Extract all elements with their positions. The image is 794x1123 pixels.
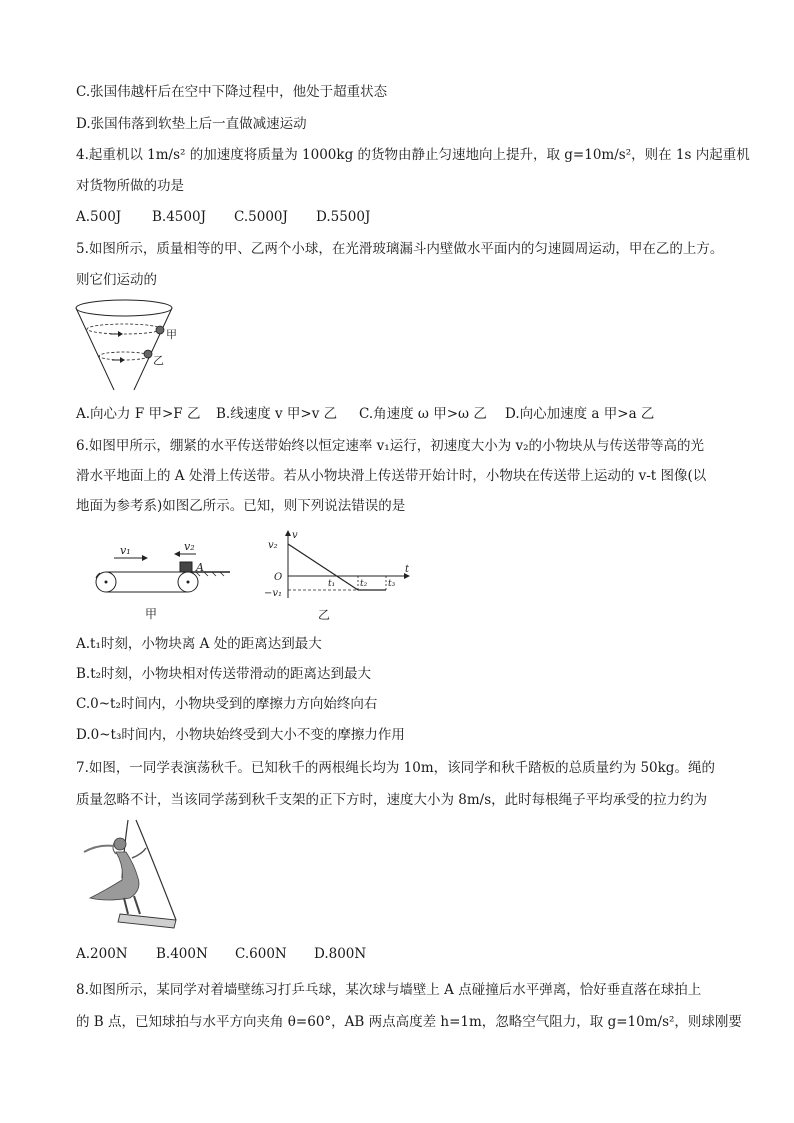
funnel-diagram (70, 296, 190, 396)
caption-jia: 甲 (145, 607, 158, 621)
question-5-line-2: 则它们运动的 (76, 272, 157, 288)
question-4-line-2: 对货物所做的功是 (76, 178, 184, 194)
q6-option-d: D.0~t₃时间内，小物块始终受到大小不变的摩擦力作用 (76, 727, 405, 743)
q6-option-c: C.0~t₂时间内，小物块受到的摩擦力方向始终向右 (76, 696, 378, 712)
question-4-line-1: 4.起重机以 1m/s² 的加速度将质量为 1000kg 的货物由静止匀速地向上提升，取 g=10m/s²，则在 1s 内起重机 (76, 147, 750, 163)
q7-option-c: C.600N (235, 946, 287, 962)
swing-seat (118, 914, 176, 928)
caption-yi: 乙 (318, 608, 331, 622)
point-a-label: A (196, 561, 204, 574)
option-c-text: C.张国伟越杆后在空中下降过程中，他处于超重状态 (76, 84, 388, 100)
axis-v-label: v (292, 530, 298, 541)
q7-option-b: B.400N (156, 946, 208, 962)
question-6-line-1: 6.如图甲所示，绷紧的水平传送带始终以恒定速率 v₁运行，初速度大小为 v₂的小物块从与传送带等高的光 (76, 438, 705, 454)
question-6-line-2: 滑水平地面上的 A 处滑上传送带。若从小物块滑上传送带开始计时，小物块在传送带上运动的 v-t 图像(以 (76, 468, 707, 484)
q5-option-d: D.向心加速度 a 甲>a 乙 (505, 406, 655, 422)
t2-label: t₂ (360, 579, 368, 589)
q6-option-b: B.t₂时刻，小物块相对传送带滑动的距离达到最大 (76, 666, 372, 682)
question-4-options (76, 207, 370, 227)
axis-t-label: t (405, 564, 410, 575)
conveyor-belt-diagram (92, 530, 242, 625)
block (180, 562, 192, 572)
q4-option-b: B.4500J (152, 209, 206, 225)
q6-option-a: A.t₁时刻，小物块离 A 处的距离达到最大 (76, 636, 322, 652)
q4-option-a: A.500J (76, 209, 122, 225)
t3-label: t₃ (388, 579, 396, 589)
origin-label: O (274, 572, 283, 583)
v-t-graph (262, 528, 412, 625)
question-6-line-3: 地面为参考系)如图乙所示。已知，则下列说法错误的是 (76, 498, 406, 514)
label-jia: 甲 (166, 328, 177, 341)
t1-label: t₁ (328, 579, 336, 589)
question-5-options (76, 404, 654, 424)
q4-option-c: C.5000J (234, 209, 288, 225)
q5-option-c: C.角速度 ω 甲>ω 乙 (359, 406, 487, 422)
question-7-line-2: 质量忽略不计，当该同学荡到秋千支架的正下方时，速度大小为 8m/s，此时每根绳子平均承受的拉力约为 (76, 792, 708, 808)
option-d-text: D.张国伟落到软垫上后一直做减速运动 (76, 116, 307, 132)
ball-jia (156, 326, 164, 334)
neg-v1-label: −v₁ (264, 588, 283, 599)
question-8-line-2: 的 B 点，已知球拍与水平方向夹角 θ=60°，AB 两点高度差 h=1m，忽略空气阻力，取 g=10m/s²，则球刚要 (76, 1014, 742, 1030)
ball-yi (144, 350, 152, 358)
question-7-line-1: 7.如图，一同学表演荡秋千。已知秋千的两根绳长均为 10m，该同学和秋千踏板的总质量约为 50kg。绳的 (76, 760, 715, 776)
q5-option-a: A.向心力 F 甲>F 乙 (76, 406, 201, 422)
question-5-line-1: 5.如图所示，质量相等的甲、乙两个小球，在光滑玻璃漏斗内壁做水平面内的匀速圆周运动，甲在乙的上方。 (76, 241, 724, 257)
question-7-options (76, 944, 366, 964)
v1-label: v₁ (120, 544, 131, 557)
question-8-line-1: 8.如图所示，某同学对着墙壁练习打乒乓球，某次球与墙壁上 A 点碰撞后水平弹离，恰好垂直落在球拍上 (76, 982, 702, 998)
q7-option-a: A.200N (76, 946, 128, 962)
swing-illustration (76, 818, 196, 936)
q4-option-d: D.5500J (316, 209, 371, 225)
q5-option-b: B.线速度 v 甲>v 乙 (216, 406, 338, 422)
v2-tick-label: v₂ (268, 540, 278, 551)
label-yi: 乙 (153, 354, 164, 367)
v2-label: v₂ (184, 540, 195, 553)
vt-line (288, 544, 358, 590)
q7-option-d: D.800N (314, 946, 367, 962)
